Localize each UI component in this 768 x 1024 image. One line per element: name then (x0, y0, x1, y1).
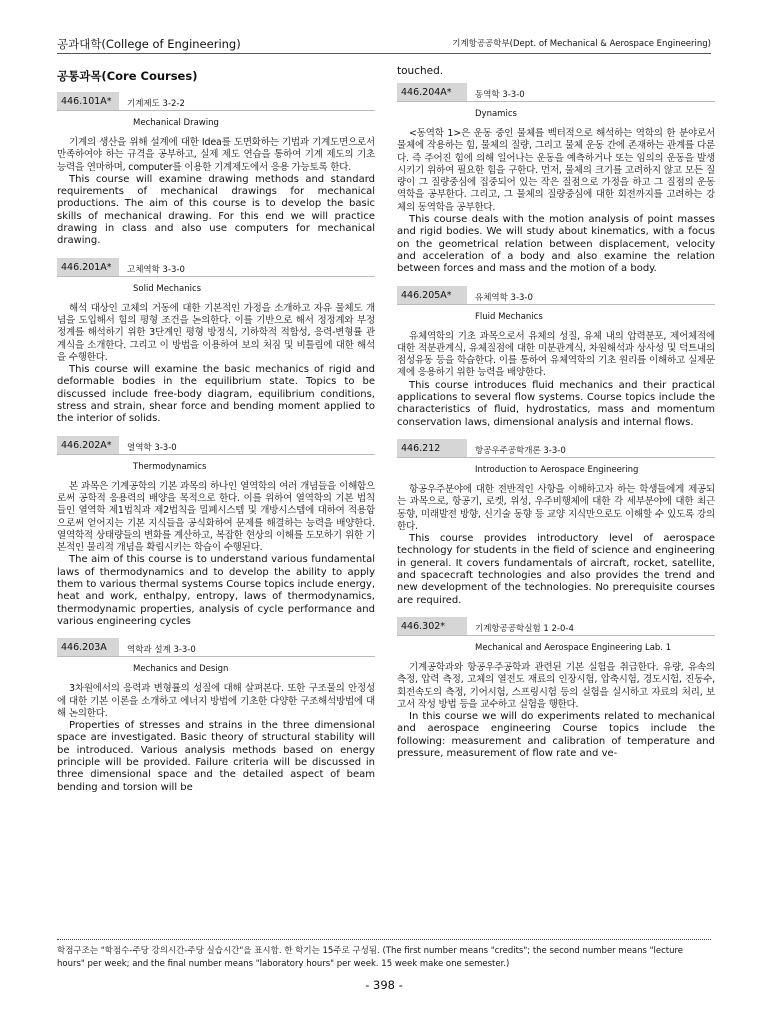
course-entry (397, 286, 715, 429)
course-code: 446.202A* (57, 436, 119, 455)
course-header-bar (57, 638, 375, 657)
course-title-en: Dynamics (475, 109, 517, 119)
running-header (57, 36, 711, 52)
header-department: 기계항공공학부(Dept. of Mechanical & Aerospace Engineering) (452, 39, 711, 49)
continued-text: touched. (397, 65, 444, 77)
course-title-en: Thermodynamics (133, 461, 207, 472)
course-code: 446.212 (397, 439, 467, 458)
course-description (397, 662, 715, 760)
course-entry (57, 638, 375, 794)
right-column (397, 64, 715, 770)
course-description (57, 303, 375, 426)
course-code: 446.205A* (397, 286, 467, 305)
footnote: 학점구조는 "학점수-주당 강의시간-주당 실습시간"을 표시함. 한 학기는 15주로 구성됨. (The first number means "credits"; the second number means "lecture hours" per week; and the final number means "laboratory hours" per week. 15 week make one semester.) (57, 946, 684, 969)
description-english: This course provides introductory level of aerospace technology for students in the field of science and engineering in general. It covers fundamentals of aircraft, rocket, satellite, and spacecraft technologies and also provides the trend and new development of the technologies. No prerequisite courses are required. (397, 533, 715, 606)
description-korean: 유체역학의 기초 과목으로서 유체의 성질, 유체 내의 압력분포, 제어체적에 대한 적분관계식, 유체질점에 대한 미분관계식, 차원해석과 상사성 및 덕트내의 점성유동 등을 학습한다. 이를 통하여 유체역학의 기초 원리를 이해하고 실제문제에 응용하기 위한 능력을 배양한다. (397, 330, 715, 379)
course-title-en: Mechanics and Design (133, 664, 229, 675)
course-description (57, 481, 375, 629)
course-code: 446.204A* (397, 83, 467, 102)
course-entry (57, 92, 375, 248)
description-korean: 기계의 생산을 위해 설계에 대한 Idea를 도면화하는 기법과 기계도면으로서 만족하여야 하는 규격을 공부하고, 실제 제도 연습을 통하여 기계 제도의 기초 능력을 연마하며, computer를 이용한 기계제도에서 응용 가능토록 한다. (57, 137, 375, 173)
left-column (57, 64, 375, 804)
description-english: In this course we will do experiments related to mechanical and aerospace engineering Course topics include the following: measurement and calibration of temperature and pressure, measurement of flow rate and ve- (397, 711, 715, 759)
course-title-en: Fluid Mechanics (475, 311, 543, 322)
course-title-en: Solid Mechanics (133, 283, 202, 294)
description-english: Properties of stresses and strains in the three dimensional space are investigated. Basic theory of structural stability will be introduced. Various analysis methods based on energy principle will be provided. Failure criteria will be discussed in three dimensional space and the detailed aspect of beam bending and torsion will be (57, 720, 375, 793)
course-header-bar (57, 258, 375, 277)
course-title-ko: 역학과 설계 3-3-0 (119, 638, 375, 657)
course-entry (397, 83, 715, 276)
description-english: This course deals with the motion analysis of point masses and rigid bodies. We will study about kinematics, with a focus on the geometrical relation between displacement, velocity and acceleration of a body and also examine the relation between forces and mass and the motion of a body. (397, 214, 715, 275)
course-title-ko: 항공우주공학개론 3-3-0 (467, 439, 715, 458)
course-description (57, 137, 375, 248)
course-entry (397, 439, 715, 607)
course-code: 446.201A* (57, 258, 119, 277)
course-code: 446.101A* (57, 92, 119, 111)
course-description (57, 683, 375, 794)
description-korean: 해석 대상인 고체의 거동에 대한 기본적인 가정을 소개하고 자유 물체도 개념을 도입해서 힘의 평형 조건을 논의한다. 이를 기반으로 해서 정정계와 부정정계를 해석하기 위한 3단계인 평형 방정식, 기하학적 적합성, 응력-변형률 관계식을 소개한다. 그리고 이 방법을 이용하여 보의 처짐 및 비틀림에 대한 해석을 수행한다. (57, 302, 375, 363)
header-college: 공과대학(College of Engineering) (57, 37, 241, 51)
course-code: 446.302* (397, 617, 467, 636)
course-title-ko: 고체역학 3-3-0 (119, 258, 375, 277)
description-english: This course introduces fluid mechanics and their practical applications to several flow systems. Course topics include the characteristics of fluid, hydrostatics, mass and momentum conservation laws, dimensional analysis and internal flows. (397, 379, 715, 428)
course-entry (57, 258, 375, 426)
course-entry (397, 617, 715, 760)
description-korean: 본 과목은 기계공학의 기본 과목의 하나인 열역학의 여러 개념들을 이해함으로써 공학적 응용력의 배양을 목적으로 한다. 이를 위하여 열역학의 기본 법칙들인 열역학 제1법칙과 제2법칙을 밀폐시스템 및 개방시스템에 대하여 적용함으로써 얻어지는 기본 지식들을 공식화하여 문제를 해결하는 능력을 배양한다. 열역학적 상태량들의 변화를 계산하고, 복잡한 현상의 이해를 도모하기 위한 기본적인 물리적 개념을 확립시키는 학습이 수행된다. (57, 480, 375, 554)
course-header-bar (397, 286, 715, 305)
description-korean: <동역학 1>은 운동 중인 물체를 벡터적으로 해석하는 역학의 한 분야로서 물체에 작용하는 힘, 물체의 질량, 그리고 물체 운동 간에 존재하는 관계를 다룬다. 즉 주어진 힘에 의해 일어나는 운동을 예측하거나 또는 임의의 운동을 발생시키기 위하여 필요한 힘을 구한다. 먼저, 물체의 크기를 고려하지 않고 모든 질량이 그 질량중심에 집중되어 있는 작은 질점으로 가정을 하고 그 질점의 운동역학을 공부한다. 그리고, 그 물체의 질량중심에 대한 회전까지를 고려하는 강체의 동역학을 공부한다. (397, 128, 715, 213)
course-title-en: Introduction to Aerospace Engineering (475, 464, 639, 475)
description-english: The aim of this course is to understand various fundamental laws of thermodynamics and to develop the ability to apply them to various thermal systems Course topics include energy, heat and work, enthalpy, entropy, laws of thermodynamics, thermodynamic properties, analysis of cycle performance and various engineering cycles (57, 554, 375, 627)
description-english: This course will examine the basic mechanics of rigid and deformable bodies in the equilibrium state. Topics to be discussed include free-body diagram, equilibrium conditions, stress and strain, shear force and bending moment applied to the interior of solids. (57, 364, 375, 425)
course-description (397, 484, 715, 607)
course-title-ko: 열역학 3-3-0 (119, 436, 375, 455)
course-header-bar (57, 436, 375, 455)
footnote-divider (57, 939, 711, 940)
course-title-en: Mechanical and Aerospace Engineering Lab. 1 (475, 642, 672, 653)
course-title-ko: 기계항공공학실험 1 2-0-4 (467, 617, 715, 636)
course-header-bar (397, 439, 715, 458)
course-code: 446.203A (57, 638, 119, 657)
page-number: - 398 - (365, 978, 403, 992)
course-description (397, 128, 715, 276)
description-korean: 기계공학과와 항공우주공학과 관련된 기본 실험을 취급한다. 유량, 유속의 측정, 압력 측정, 고체의 열전도 재료의 인장시험, 압축시험, 경도시험, 진동수, 회전속도의 측정, 기어시험, 스프링시험 등의 실험을 실시하고 자료의 처리, 보고서 작성 방법 등을 교수하고 실험을 행한다. (397, 661, 715, 710)
course-header-bar (397, 617, 715, 636)
header-rule (57, 53, 711, 54)
course-header-bar (397, 83, 715, 102)
section-title: 공통과목(Core Courses) (57, 69, 198, 83)
description-korean: 항공우주분야에 대한 전반적인 사항을 이해하고자 하는 학생들에게 제공되는 과목으로, 항공기, 로켓, 위성, 우주비행체에 대한 각 세부분야에 대한 최근 동향, 미래발전 방향, 신기술 동향 등 교양 지식만으로도 이해할 수 있도록 강의한다. (397, 483, 715, 532)
course-title-ko: 기계제도 3-2-2 (119, 92, 375, 111)
description-korean: 3차원에서의 응력과 변형률의 성질에 대해 살펴본다. 또한 구조물의 안정성에 대한 기본 이론을 소개하고 에너지 방법에 기초한 다양한 구조해석방법에 대해 논의한다. (57, 683, 375, 719)
course-title-ko: 유체역학 3-3-0 (467, 286, 715, 305)
course-entry (57, 436, 375, 629)
course-description (397, 331, 715, 429)
description-english: This course will examine drawing methods and standard requirements of mechanical drawings for mechanical productions. The aim of this course is to develop the basic skills of mechanical drawing. For this end we will practice drawing in class and also use computers for mechanical drawing. (57, 173, 375, 247)
course-title-en: Mechanical Drawing (133, 118, 219, 128)
course-header-bar (57, 92, 375, 111)
course-title-ko: 동역학 3-3-0 (467, 83, 715, 102)
